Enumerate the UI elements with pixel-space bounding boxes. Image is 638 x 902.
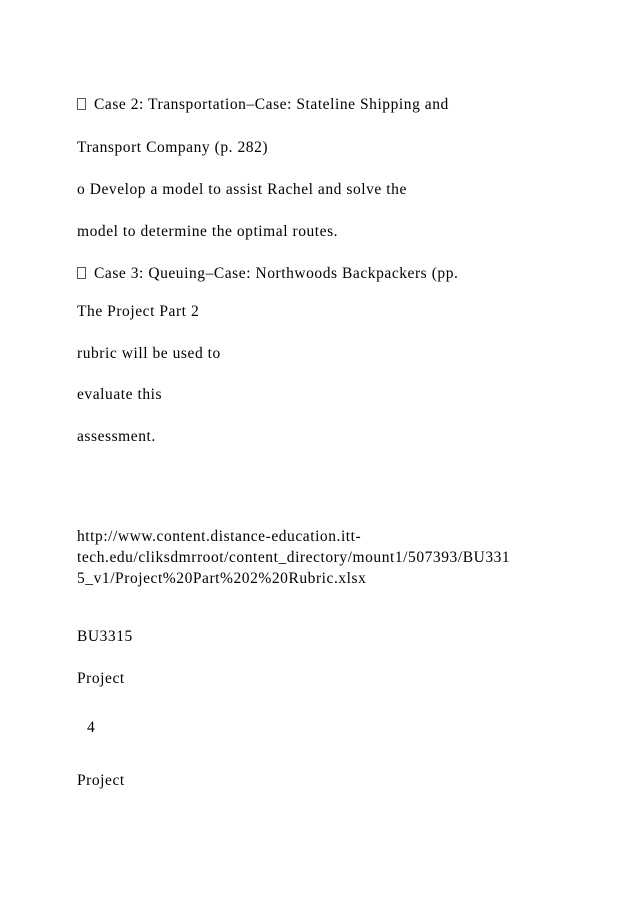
case3-heading: Case 3: Queuing–Case: Northwoods Backpackers (pp.: [94, 265, 459, 282]
rubric-url-line3: 5_v1/Project%20Part%202%20Rubric.xlsx: [77, 570, 367, 587]
course-code: BU3315: [77, 628, 133, 645]
case2-heading: Case 2: Transportation–Case: Stateline Shipping and: [94, 96, 449, 113]
rubric-line2: rubric will be used to: [77, 345, 221, 362]
rubric-url-line2: tech.edu/cliksdmrroot/content_directory/mount1/507393/BU331: [77, 549, 511, 566]
rubric-url-line1: http://www.content.distance-education.itt-: [77, 528, 362, 545]
page-number: 4: [87, 719, 96, 736]
rubric-line1: The Project Part 2: [77, 303, 200, 320]
case2-continuation: Transport Company (p. 282): [77, 139, 269, 156]
case2-heading-line: [77, 95, 449, 115]
case2-task-line1: o Develop a model to assist Rachel and solve the: [77, 181, 407, 198]
case3-heading-line: [77, 264, 458, 284]
rubric-line3: evaluate this: [77, 386, 163, 403]
rubric-line4: assessment.: [77, 428, 156, 445]
project-label: Project: [77, 670, 125, 687]
bullet-box-icon: [77, 267, 86, 279]
case2-task-line2: model to determine the optimal routes.: [77, 223, 339, 240]
project-label-2: Project: [77, 772, 125, 789]
bullet-box-icon: [77, 98, 86, 110]
